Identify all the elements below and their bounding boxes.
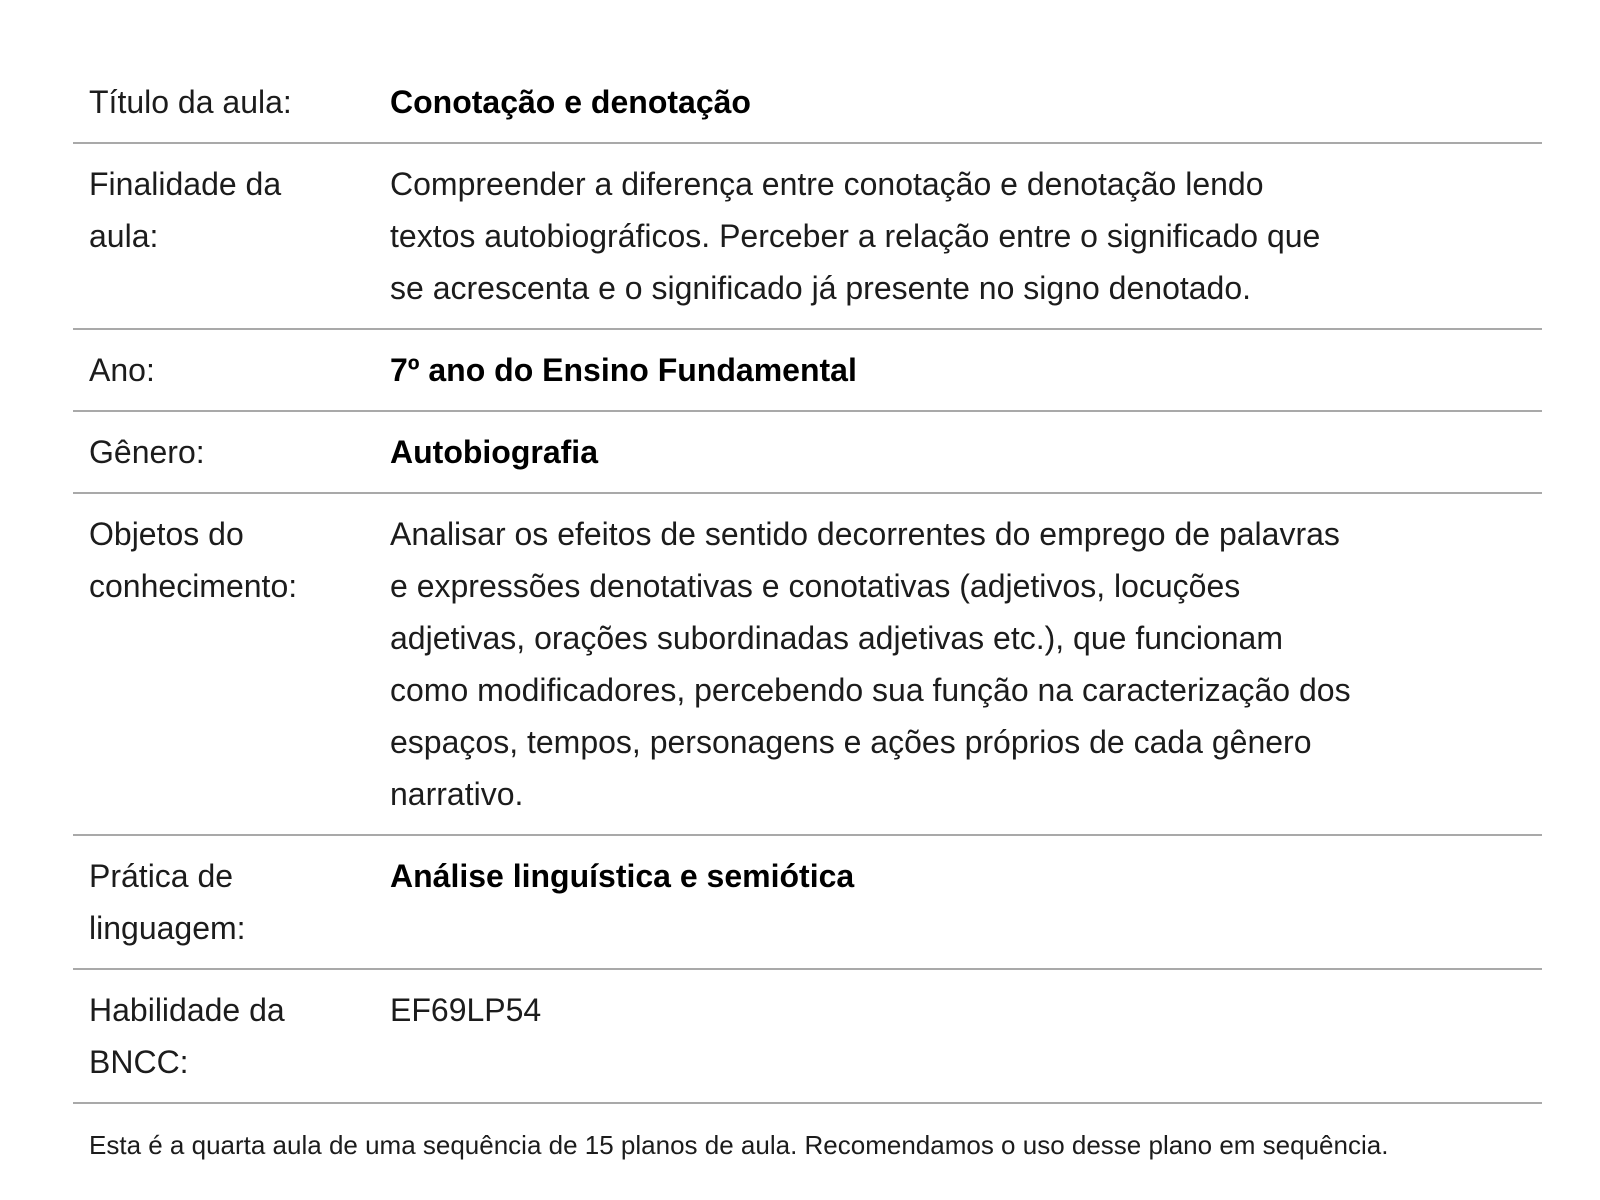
row-value: Analisar os efeitos de sentido decorrentes do emprego de palavras e expressões denotativas e conotativas (adjetivos, locuções adjetivas, orações subordinadas adjetivas etc.), que funcionam como modificadores, percebendo sua função na caracterização dos espaços, tempos, personagens e ações próprios de cada gênero narrativo.: [390, 516, 1351, 812]
row-value: EF69LP54: [390, 992, 542, 1028]
footer-note: Esta é a quarta aula de uma sequência de 15 planos de aula. Recomendamos o uso desse plano em sequência.: [89, 1130, 1389, 1160]
table-row-genero: [73, 412, 1542, 494]
row-label: Título da aula:: [89, 84, 292, 120]
row-value: Análise linguística e semiótica: [390, 858, 855, 894]
row-label: Prática de linguagem:: [89, 858, 246, 946]
row-value: 7º ano do Ensino Fundamental: [390, 352, 857, 388]
row-label: Objetos do conhecimento:: [89, 516, 298, 604]
row-label: Finalidade da aula:: [89, 166, 282, 254]
row-value: Compreender a diferença entre conotação e denotação lendo textos autobiográficos. Perceber a relação entre o significado que se acrescenta e o significado já presente no signo denotado.: [390, 166, 1321, 306]
row-label: Ano:: [89, 352, 155, 388]
row-value: Autobiografia: [390, 434, 598, 470]
table-row-objetos: [73, 494, 1542, 836]
table-row-titulo: [73, 62, 1542, 144]
table-row-ano: [73, 330, 1542, 412]
row-label: Habilidade da BNCC:: [89, 992, 285, 1080]
row-label: Gênero:: [89, 434, 205, 470]
row-value: Conotação e denotação: [390, 84, 751, 120]
table-row-habilidade: [73, 970, 1542, 1104]
table-row-finalidade: [73, 144, 1542, 330]
lesson-plan-table: [73, 62, 1542, 1164]
table-row-pratica: [73, 836, 1542, 970]
